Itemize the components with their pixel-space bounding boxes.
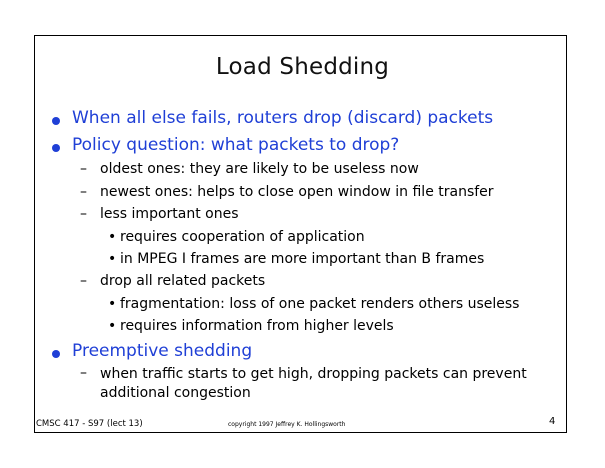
bullet-item: When all else fails, routers drop (discard) packets — [72, 108, 494, 128]
bullet-dot — [52, 117, 60, 125]
footer-course: CMSC 417 - S97 (lect 13) — [36, 419, 143, 429]
dot-marker: • — [108, 318, 117, 334]
footer-copyright: copyright 1997 Jeffrey K. Hollingsworth — [228, 421, 346, 428]
sub-sub-bullet-item: in MPEG I frames are more important than B frames — [120, 251, 485, 267]
dash-marker: – — [80, 365, 87, 381]
dot-marker: • — [108, 251, 117, 267]
dash-marker: – — [80, 273, 87, 289]
sub-sub-bullet-item: requires information from higher levels — [120, 318, 394, 334]
sub-bullet-item: when traffic starts to get high, dropping packets can prevent additional congestion — [100, 366, 527, 401]
bullet-item: Policy question: what packets to drop? — [72, 135, 400, 155]
dash-marker: – — [80, 206, 87, 222]
sub-bullet-item: drop all related packets — [100, 273, 266, 289]
page-number: 4 — [549, 416, 556, 427]
sub-bullet-item: oldest ones: they are likely to be useless now — [100, 161, 419, 177]
sub-sub-bullet-item: requires cooperation of application — [120, 229, 365, 245]
slide-title: Load Shedding — [215, 54, 390, 80]
dot-marker: • — [108, 296, 117, 312]
sub-bullet-item: newest ones: helps to close open window in file transfer — [100, 184, 494, 200]
dot-marker: • — [108, 229, 117, 245]
dash-marker: – — [80, 161, 87, 177]
bullet-item: Preemptive shedding — [72, 341, 253, 361]
bullet-dot — [52, 144, 60, 152]
sub-bullet-item: less important ones — [100, 206, 239, 222]
sub-sub-bullet-item: fragmentation: loss of one packet renders others useless — [120, 296, 520, 312]
dash-marker: – — [80, 184, 87, 200]
bullet-dot — [52, 350, 60, 358]
